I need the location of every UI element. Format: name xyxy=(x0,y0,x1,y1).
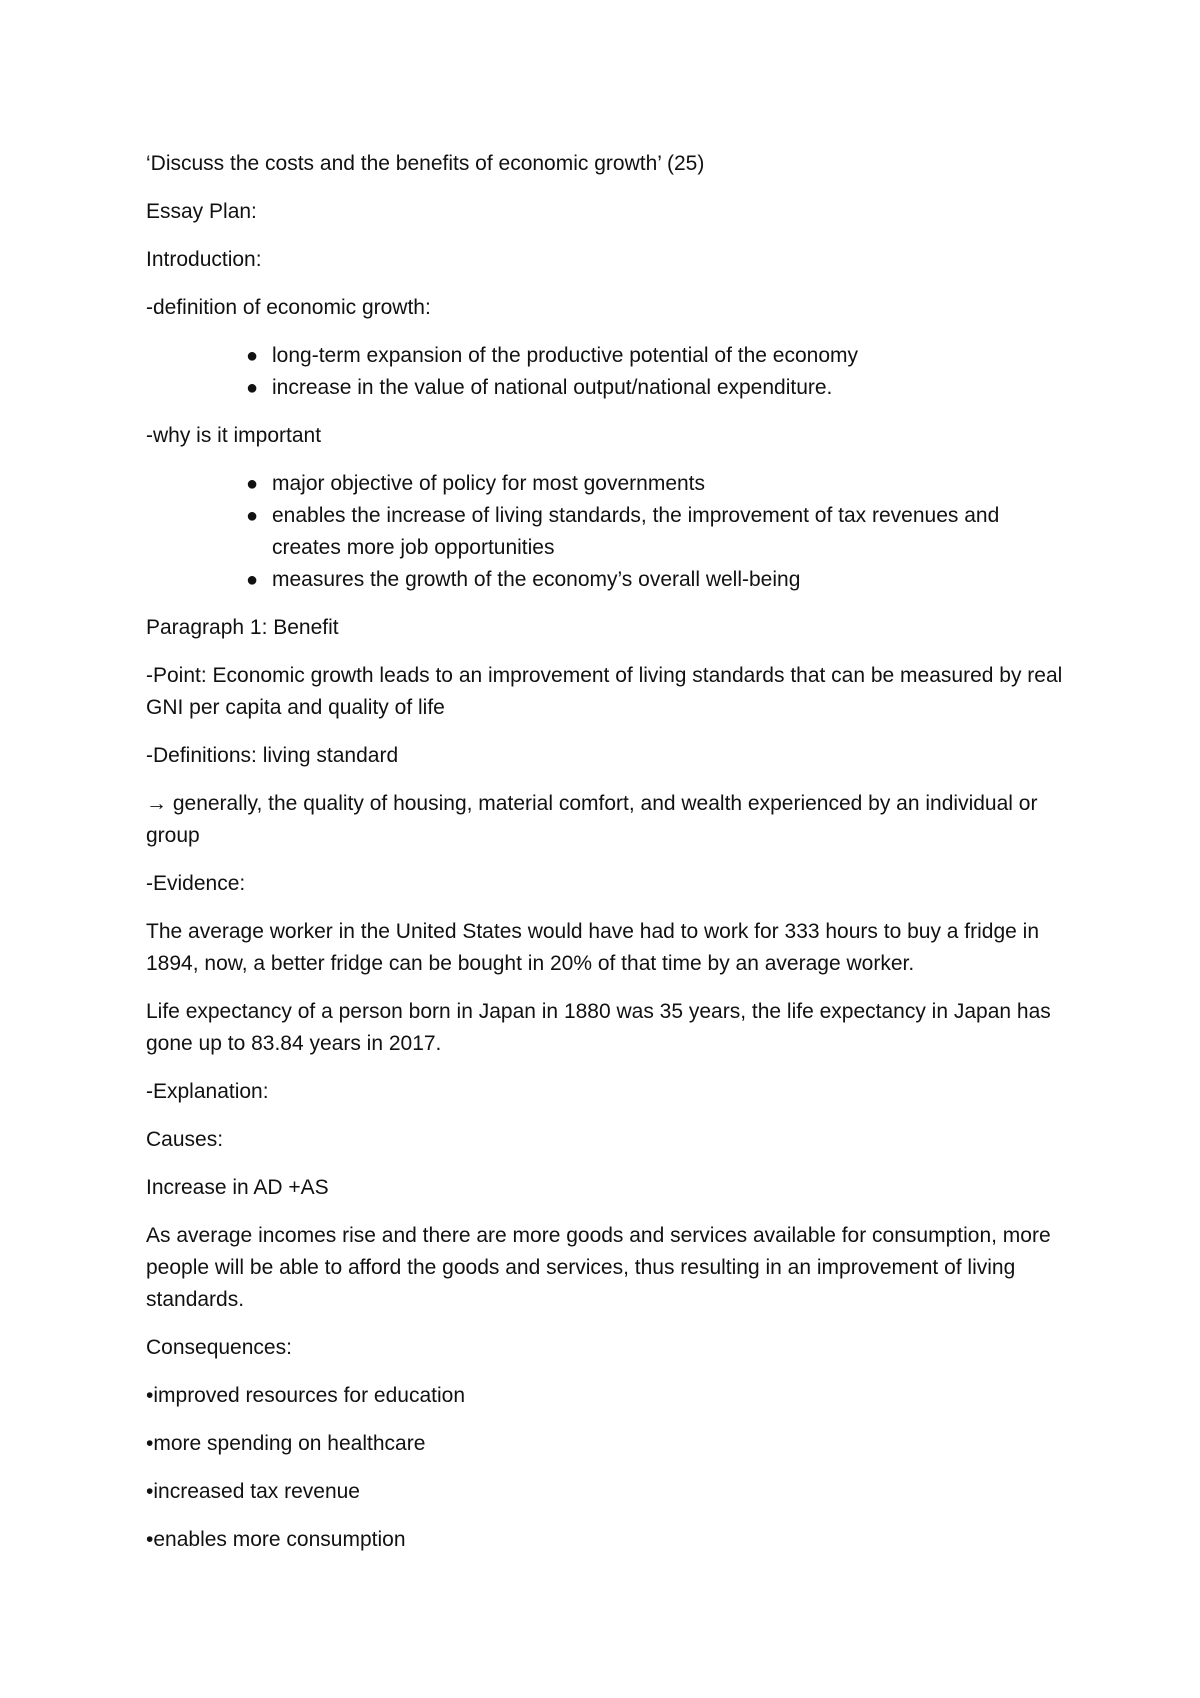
definition-list xyxy=(146,340,1066,404)
consequence-item: •increased tax revenue xyxy=(146,1480,360,1503)
list-item xyxy=(146,500,1066,564)
essay-title: ‘Discuss the costs and the benefits of economic growth’ (25) xyxy=(146,152,705,175)
list-item xyxy=(146,372,1066,404)
consequence-item: •improved resources for education xyxy=(146,1384,466,1407)
list-item xyxy=(146,340,1066,372)
evidence-text-1: The average worker in the United States would have had to work for 333 hours to buy a fridge in 1894, now, a better fridge can be bought in 20% of that time by an average worker. xyxy=(146,920,1040,975)
definition-text: → generally, the quality of housing, material comfort, and wealth experienced by an individual or group xyxy=(146,792,1038,847)
consequence-item: •more spending on healthcare xyxy=(146,1432,426,1455)
bullet-icon: ● xyxy=(246,569,259,591)
evidence-heading: -Evidence: xyxy=(146,872,246,895)
bullet-icon: ● xyxy=(246,505,259,527)
causes-heading: Causes: xyxy=(146,1128,224,1151)
explanation-text: As average incomes rise and there are more goods and services available for consumption, more people will be able to afford the goods and services, thus resulting in an improvement of living standards. xyxy=(146,1224,1051,1311)
list-item-text: major objective of policy for most governments xyxy=(272,472,706,495)
explanation-heading: -Explanation: xyxy=(146,1080,269,1103)
essay-plan-heading: Essay Plan: xyxy=(146,200,257,223)
list-item xyxy=(146,468,1066,500)
document-content xyxy=(146,148,1066,1572)
consequence-item: •enables more consumption xyxy=(146,1528,406,1551)
bullet-icon: ● xyxy=(246,473,259,495)
why-list xyxy=(146,468,1066,596)
list-item-text: measures the growth of the economy’s overall well-being xyxy=(272,568,801,591)
list-item xyxy=(146,564,1066,596)
why-heading: -why is it important xyxy=(146,424,322,447)
evidence-text-2: Life expectancy of a person born in Japan in 1880 was 35 years, the life expectancy in Japan has gone up to 83.84 years in 2017. xyxy=(146,1000,1051,1055)
list-item-text: long-term expansion of the productive potential of the economy xyxy=(272,344,859,367)
point-text: -Point: Economic growth leads to an improvement of living standards that can be measured by real GNI per capita and quality of life xyxy=(146,664,1063,719)
definitions-heading: -Definitions: living standard xyxy=(146,744,399,767)
consequences-heading: Consequences: xyxy=(146,1336,292,1359)
list-item-text: increase in the value of national output/national expenditure. xyxy=(272,376,833,399)
definition-heading: -definition of economic growth: xyxy=(146,296,431,319)
bullet-icon: ● xyxy=(246,377,259,399)
paragraph1-heading: Paragraph 1: Benefit xyxy=(146,616,339,639)
list-item-text: enables the increase of living standards, the improvement of tax revenues and creates more job opportunities xyxy=(272,504,1000,559)
bullet-icon: ● xyxy=(246,345,259,367)
introduction-heading: Introduction: xyxy=(146,248,262,271)
causes-text: Increase in AD +AS xyxy=(146,1176,329,1199)
